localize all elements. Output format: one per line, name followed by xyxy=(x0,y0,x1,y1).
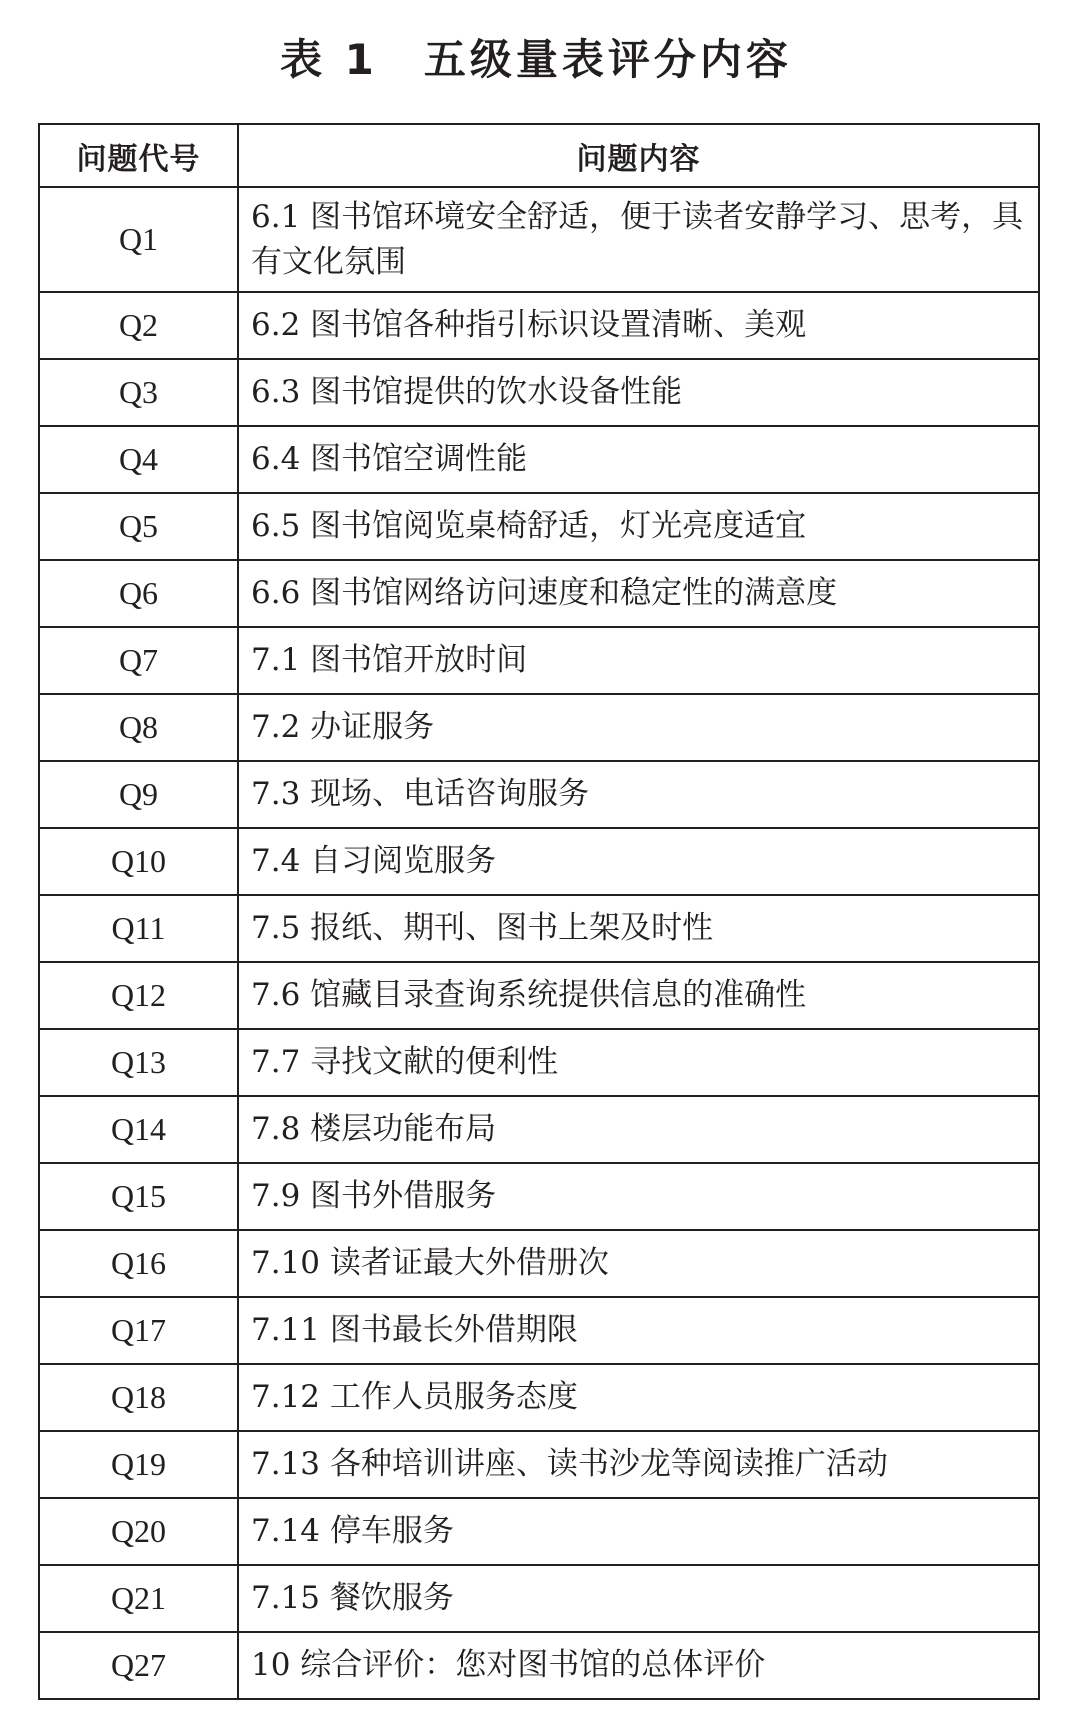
table-row xyxy=(39,1364,1039,1431)
question-code: Q2 xyxy=(39,292,238,359)
question-code: Q3 xyxy=(39,359,238,426)
question-content: 7.6 馆藏目录查询系统提供信息的准确性 xyxy=(238,962,1039,1029)
question-code: Q13 xyxy=(39,1029,238,1096)
question-content: 7.7 寻找文献的便利性 xyxy=(238,1029,1039,1096)
question-code: Q27 xyxy=(39,1632,238,1699)
question-code: Q10 xyxy=(39,828,238,895)
question-content: 10 综合评价：您对图书馆的总体评价 xyxy=(238,1632,1039,1699)
table-row xyxy=(39,962,1039,1029)
table-row xyxy=(39,493,1039,560)
table-row xyxy=(39,1632,1039,1699)
question-code: Q16 xyxy=(39,1230,238,1297)
table-row xyxy=(39,1498,1039,1565)
question-content: 7.8 楼层功能布局 xyxy=(238,1096,1039,1163)
question-code: Q7 xyxy=(39,627,238,694)
question-content: 7.14 停车服务 xyxy=(238,1498,1039,1565)
question-content: 6.4 图书馆空调性能 xyxy=(238,426,1039,493)
table-row xyxy=(39,828,1039,895)
question-content: 7.5 报纸、期刊、图书上架及时性 xyxy=(238,895,1039,962)
table-row xyxy=(39,1230,1039,1297)
question-code: Q12 xyxy=(39,962,238,1029)
question-content: 7.9 图书外借服务 xyxy=(238,1163,1039,1230)
table-row xyxy=(39,694,1039,761)
question-content: 6.3 图书馆提供的饮水设备性能 xyxy=(238,359,1039,426)
question-code: Q17 xyxy=(39,1297,238,1364)
table-row xyxy=(39,627,1039,694)
table-row xyxy=(39,761,1039,828)
question-content: 7.4 自习阅览服务 xyxy=(238,828,1039,895)
question-code: Q14 xyxy=(39,1096,238,1163)
question-content: 6.1 图书馆环境安全舒适，便于读者安静学习、思考，具有文化氛围 xyxy=(238,187,1039,292)
question-code: Q18 xyxy=(39,1364,238,1431)
table-row xyxy=(39,1163,1039,1230)
question-code: Q15 xyxy=(39,1163,238,1230)
rating-scale-table xyxy=(38,123,1040,1700)
table-row xyxy=(39,1565,1039,1632)
question-content: 6.2 图书馆各种指引标识设置清晰、美观 xyxy=(238,292,1039,359)
header-question-content: 问题内容 xyxy=(238,124,1039,187)
question-content: 6.5 图书馆阅览桌椅舒适，灯光亮度适宜 xyxy=(238,493,1039,560)
table-header-row xyxy=(39,124,1039,187)
table-row xyxy=(39,292,1039,359)
question-content: 7.3 现场、电话咨询服务 xyxy=(238,761,1039,828)
question-content: 7.11 图书最长外借期限 xyxy=(238,1297,1039,1364)
question-code: Q1 xyxy=(39,187,238,292)
question-code: Q5 xyxy=(39,493,238,560)
question-content: 6.6 图书馆网络访问速度和稳定性的满意度 xyxy=(238,560,1039,627)
table-title: 表 1 五级量表评分内容 xyxy=(280,35,792,84)
table-row xyxy=(39,1431,1039,1498)
question-content: 7.13 各种培训讲座、读书沙龙等阅读推广活动 xyxy=(238,1431,1039,1498)
table-row xyxy=(39,895,1039,962)
question-code: Q21 xyxy=(39,1565,238,1632)
table-row xyxy=(39,1029,1039,1096)
question-code: Q11 xyxy=(39,895,238,962)
question-code: Q20 xyxy=(39,1498,238,1565)
question-code: Q9 xyxy=(39,761,238,828)
question-content: 7.10 读者证最大外借册次 xyxy=(238,1230,1039,1297)
question-content: 7.12 工作人员服务态度 xyxy=(238,1364,1039,1431)
table-row xyxy=(39,359,1039,426)
question-code: Q8 xyxy=(39,694,238,761)
question-code: Q4 xyxy=(39,426,238,493)
table-row xyxy=(39,1096,1039,1163)
header-question-code: 问题代号 xyxy=(39,124,238,187)
table-row xyxy=(39,426,1039,493)
table-row xyxy=(39,560,1039,627)
table-row xyxy=(39,1297,1039,1364)
question-content: 7.15 餐饮服务 xyxy=(238,1565,1039,1632)
question-code: Q19 xyxy=(39,1431,238,1498)
question-content: 7.1 图书馆开放时间 xyxy=(238,627,1039,694)
table-row xyxy=(39,187,1039,292)
question-code: Q6 xyxy=(39,560,238,627)
question-content: 7.2 办证服务 xyxy=(238,694,1039,761)
